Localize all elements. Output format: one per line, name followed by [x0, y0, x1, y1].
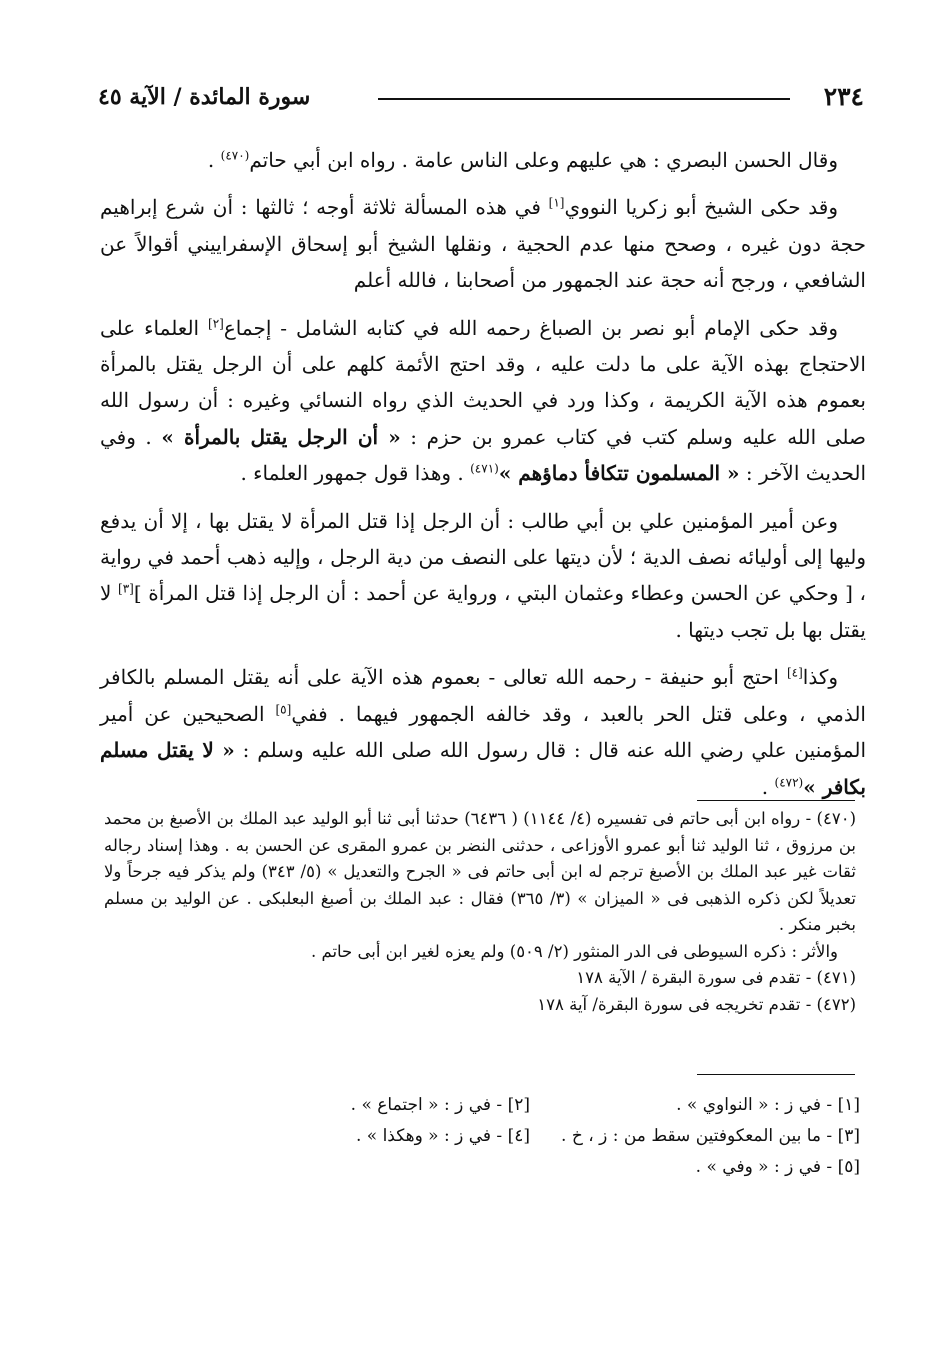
paragraph-5: وكذا[٤] احتج أبو حنيفة - رحمه الله تعالى - بعموم هذه الآية على أنه يقتل المسلم بالكافر الذمي ، وعلى قتل الحر بالعبد ، وقد خالفه الجمهور فيهما . ففي[٥] الصحيحين عن أمير المؤمنين علي رضي الله عنه قال : قال رسول الله صلى الله عليه وسلم : « لا يقتل مسلم بكافر »$^{(٤٧٢)}$ . [100, 665, 866, 799]
variants-row [200, 1090, 860, 1121]
paragraph-4: وعن أمير المؤمنين علي بن أبي طالب : أن الرجل إذا قتل المرأة لا يقتل بها ، إلا أن يدفع وليها إلى أوليائه نصف الدية ؛ لأن ديتها على النصف من دية الرجل ، وإليه ذهب أحمد في رواية ، [ وحكي عن الحسن وعطاء وعثمان البتي ، ورواية عن أحمد : أن الرجل إذا قتل المرأة ][٣] لا يقتل بها بل تجب ديتها . [100, 508, 867, 642]
paragraph-3: وقد حكى الإمام أبو نصر بن الصباغ رحمه الله في كتابه الشامل - إجماع[٢] العلماء على الاحتجاج بهذه الآية على ما دلت عليه ، وقد احتج الأئمة كلهم على أن الرجل يقتل بالمرأة بعموم هذه الآية الكريمة ، وكذا ورد في الحديث الذي رواه النسائي وغيره : أن رسول الله صلى الله عليه وسلم كتب في كتاب عمرو بن حزم : « أن الرجل يقتل بالمرأة » . وفي الحديث الآخر : « المسلمون تتكافأ دماؤهم »$^{(٤٧١)}$ . وهذا قول جمهور العلماء . [100, 315, 866, 486]
variants-row [200, 1152, 860, 1183]
running-title: سورة المائدة / الآية ٤٥ [98, 84, 311, 110]
variant-ref: [٤] [786, 665, 803, 680]
variant-ref: [٣] [118, 581, 134, 596]
variant-ref: [٥] [275, 702, 292, 717]
paragraph-2: وقد حكى الشيخ أبو زكريا النووي[١] في هذه المسألة ثلاثة أوجه ؛ ثالثها : أن شرع إبراهيم حجة دون غيره ، وصحح منها عدم الحجية ، ونقلها الشيخ أبو إسحاق الإسفراييني أقوالاً عن الشافعي ، ورجح أنه حجة عند الجمهور من أصحابنا ، فالله أعلم [100, 195, 866, 293]
main-text [100, 142, 866, 816]
footnote-separator [697, 800, 855, 801]
footnote-470-note: والأثر : ذكره السيوطى فى الدر المنثور (٢/ ٥٠٩) ولم يعزه لغير ابن أبى حاتم . [310, 941, 838, 961]
variant-2: [٢] - في ز : « اجتماع » . [350, 1095, 530, 1115]
footnote-472: (٤٧٢) - تقدم تخريجه فى سورة البقرة/ آية ١٧٨ [537, 994, 856, 1014]
hadith-quote: « المسلمون تتكافأ دماؤهم » [498, 461, 740, 486]
footnotes [104, 806, 856, 1018]
hadith-quote: « أن الرجل يقتل بالمرأة » [161, 424, 401, 449]
page-number: ٢٣٤ [823, 82, 864, 111]
footnote-ref: (٤٧١) [470, 461, 499, 476]
footnote-ref: (٤٧٢) [774, 774, 804, 789]
page-header [98, 82, 864, 112]
variant-3: [٣] - ما بين المعكوفتين سقط من : ز ، خ . [561, 1126, 860, 1146]
variants-row [200, 1121, 860, 1152]
variant-ref: [٢] [208, 315, 224, 330]
variant-ref: [١] [548, 195, 565, 210]
variant-4: [٤] - في ز : « وهكذا » . [355, 1126, 530, 1146]
manuscript-variants [200, 1090, 860, 1183]
paragraph-1: وقال الحسن البصري : هي عليهم وعلى الناس عامة . رواه ابن أبي حاتم$^{(٤٧٠)}$ . [207, 148, 838, 172]
footnote-470: (٤٧٠) - رواه ابن أبى حاتم فى تفسيره (٤/ ١١٤٤) ( ٦٤٣٦) حدثنا أبى ثنا أبو الوليد عبد الملك بن الأصبغ بن محمد بن مرزوق ، ثنا الوليد ثنا أبو عمرو الأوزاعى ، حدثنى النضر بن عمرو المقرى عن الحسن به . وهذا إسناد رجاله ثقات غير عبد الملك بن الأصبغ ترجم له ابن أبى حاتم فى « الجرح والتعديل » (٥/ ٣٤٣) ولم يذكر فيه جرحاً ولا تعديلاً لكن ذكره الذهبى فى « الميزان » (٣/ ٣٦٥) فقال : عبد الملك بن أصبغ البعلبكى . عن الوليد بن مسلم بخبر منكر . [104, 809, 856, 934]
hadith-quote: « لا يقتل مسلم بكافر » [100, 738, 866, 799]
footnote-471: (٤٧١) - تقدم فى سورة البقرة / الآية ١٧٨ [576, 968, 856, 987]
variants-separator [697, 1074, 855, 1075]
variant-1: [١] - في ز : « النواوي » . [676, 1095, 860, 1115]
header-rule [378, 98, 790, 100]
footnote-ref: (٤٧٠) [220, 148, 250, 163]
variant-5: [٥] - في ز : « وفي » . [695, 1157, 860, 1177]
